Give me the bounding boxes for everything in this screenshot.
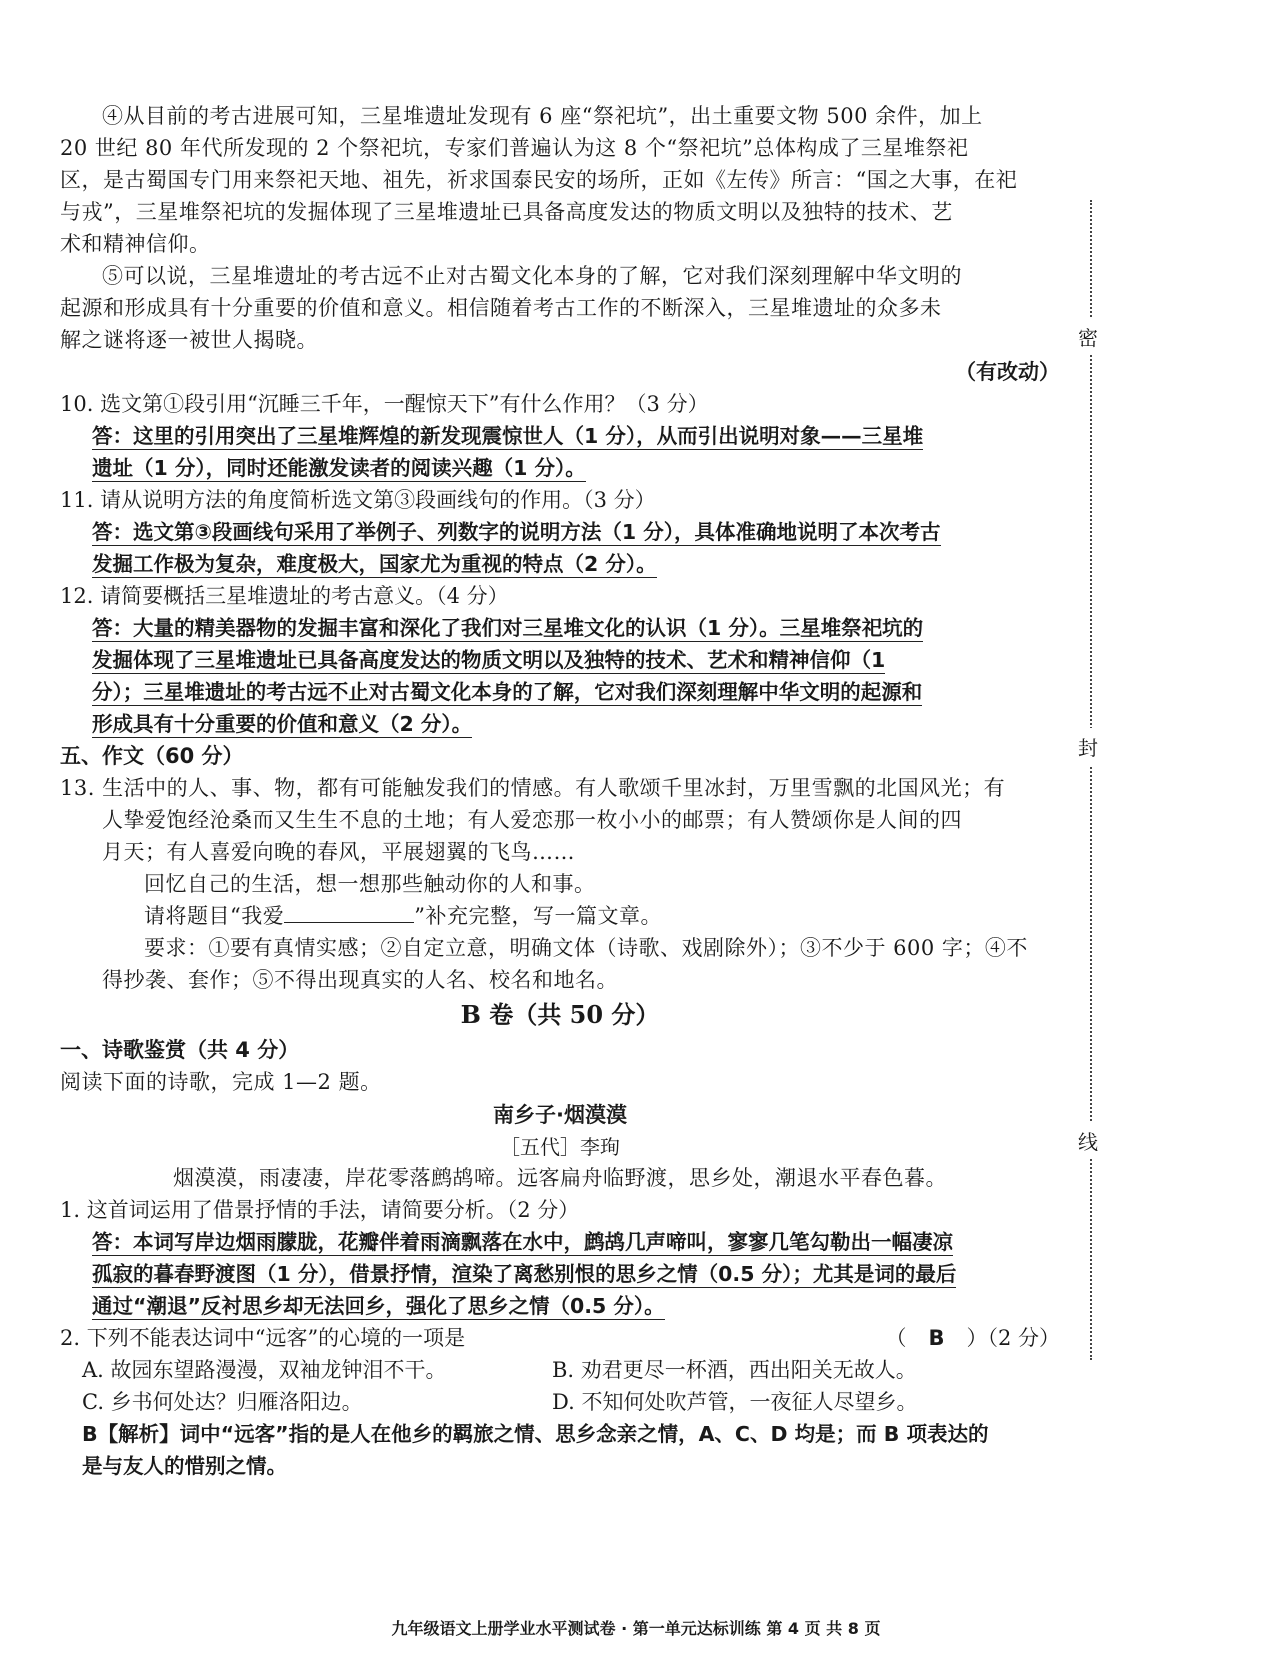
passage-p4-line: ④从目前的考古进展可知，三星堆遗址发现有 6 座“祭祀坑”，出土重要文物 500 余件，加上 bbox=[102, 104, 983, 128]
side-char-mi: 密 bbox=[1078, 318, 1098, 355]
passage-p5-line: 解之谜将逐一被世人揭晓。 bbox=[60, 328, 318, 352]
answer-12-line: 答：大量的精美器物的发掘丰富和深化了我们对三星堆文化的认识（1 分）。三星堆祭祀坑的 bbox=[92, 616, 924, 640]
title-blank bbox=[284, 902, 414, 923]
poetry-intro: 阅读下面的诗歌，完成 1—2 题。 bbox=[60, 1070, 382, 1094]
answer-12-line: 形成具有十分重要的价值和意义（2 分）。 bbox=[92, 712, 473, 736]
answer-12-line: 分）；三星堆遗址的考古远不止对古蜀文化本身的了解，它对我们深刻理解中华文明的起源和 bbox=[92, 680, 923, 704]
passage-p4-line: 20 世纪 80 年代所发现的 2 个祭祀坑，专家们普遍认为这 8 个“祭祀坑”总体构成了三星堆祭祀 bbox=[60, 136, 969, 160]
side-char-xian: 线 bbox=[1078, 1122, 1098, 1159]
option-b: B. 劝君更尽一杯酒，西出阳关无故人。 bbox=[552, 1358, 917, 1382]
passage-p5-line: 起源和形成具有十分重要的价值和意义。相信随着考古工作的不断深入，三星堆遗址的众多未 bbox=[60, 296, 942, 320]
composition-requirement: 要求：①要有真情实感；②自定立意，明确文体（诗歌、戏剧除外）；③不少于 600 字；④不 bbox=[144, 936, 1028, 960]
passage-p5-line: ⑤可以说，三星堆遗址的考古远不止对古蜀文化本身的了解，它对我们深刻理解中华文明的 bbox=[102, 264, 962, 288]
option-d: D. 不知何处吹芦管，一夜征人尽望乡。 bbox=[552, 1390, 918, 1414]
question-12: 12. 请简要概括三星堆遗址的考古意义。（4 分） bbox=[60, 584, 509, 608]
poem-text: 烟漠漠，雨凄凄，岸花零落鹧鸪啼。远客扁舟临野渡，思乡处，潮退水平春色暮。 bbox=[173, 1166, 947, 1190]
option-c: C. 乡书何处达？归雁洛阳边。 bbox=[82, 1390, 363, 1414]
answer-10-line: 遗址（1 分），同时还能激发读者的阅读兴趣（1 分）。 bbox=[92, 456, 586, 480]
analysis-line: 是与友人的惜别之情。 bbox=[82, 1454, 287, 1478]
answer-b1-line: 答：本词写岸边烟雨朦胧，花瓣伴着雨滴飘落在水中，鹧鸪几声啼叫，寥寥几笔勾勒出一幅凄凉 bbox=[92, 1230, 953, 1254]
part-b-title: B 卷（共 50 分） bbox=[460, 1000, 660, 1029]
options-row bbox=[60, 1354, 1060, 1386]
passage-source: （有改动） bbox=[955, 360, 1060, 384]
answer-11-line: 发掘工作极为复杂，难度极大，国家尤为重视的特点（2 分）。 bbox=[92, 552, 657, 576]
passage-p4-line: 与戎”，三星堆祭祀坑的发掘体现了三星堆遗址已具备高度发达的物质文明以及独特的技术、艺 bbox=[60, 200, 953, 224]
analysis-line: B【解析】词中“远客”指的是人在他乡的羁旅之情、思乡念亲之情，A、C、D 均是；而 B 项表达的 bbox=[82, 1422, 989, 1446]
passage-p4-line: 术和精神信仰。 bbox=[60, 232, 211, 256]
answer-11-line: 答：选文第③段画线句采用了举例子、列数字的说明方法（1 分），具体准确地说明了本次考古 bbox=[92, 520, 941, 544]
answer-mark: B bbox=[928, 1326, 945, 1350]
question-13-line: 人挚爱饱经沧桑而又生生不息的土地；有人爱恋那一枚小小的邮票；有人赞颂你是人间的四 bbox=[102, 808, 962, 832]
poem-title: 南乡子·烟漠漠 bbox=[493, 1103, 627, 1127]
answer-10-line: 答：这里的引用突出了三星堆辉煌的新发现震惊世人（1 分），从而引出说明对象——三星堆 bbox=[92, 424, 924, 448]
question-11: 11. 请从说明方法的角度简析选文第③段画线句的作用。（3 分） bbox=[60, 488, 656, 512]
question-10: 10. 选文第①段引用“沉睡三千年，一醒惊天下”有什么作用？（3 分） bbox=[60, 392, 709, 416]
option-a: A. 故园东望路漫漫，双袖龙钟泪不干。 bbox=[82, 1358, 447, 1382]
poem-author: ［五代］李珣 bbox=[500, 1135, 620, 1159]
answer-b1-line: 通过“潮退”反衬思乡却无法回乡，强化了思乡之情（0.5 分）。 bbox=[92, 1294, 665, 1318]
question-13-line: 13. 生活中的人、事、物，都有可能触发我们的情感。有人歌颂千里冰封，万里雪飘的北国风光；有 bbox=[60, 776, 1006, 800]
poetry-section-heading: 一、诗歌鉴赏（共 4 分） bbox=[60, 1038, 300, 1062]
page-footer: 九年级语文上册学业水平测试卷 · 第一单元达标训练 第 4 页 共 8 页 bbox=[391, 1619, 881, 1638]
composition-requirement: 得抄袭、套作；⑤不得出现真实的人名、校名和地名。 bbox=[102, 968, 618, 992]
exam-page bbox=[60, 100, 1060, 1482]
side-char-feng: 封 bbox=[1078, 728, 1098, 765]
passage-p4-line: 区，是古蜀国专门用来祭祀天地、祖先，祈求国泰民安的场所，正如《左传》所言：“国之大事，在祀 bbox=[60, 168, 1018, 192]
answer-12-line: 发掘体现了三星堆遗址已具备高度发达的物质文明以及独特的技术、艺术和精神信仰（1 bbox=[92, 648, 886, 672]
composition-section-heading: 五、作文（60 分） bbox=[60, 744, 244, 768]
question-b1: 1. 这首词运用了借景抒情的手法，请简要分析。（2 分） bbox=[60, 1198, 580, 1222]
composition-recall: 回忆自己的生活，想一想那些触动你的人和事。 bbox=[144, 872, 596, 896]
question-b2: 2. 下列不能表达词中“远客”的心境的一项是 （ B ）（2 分） bbox=[60, 1322, 1060, 1354]
answer-b1-line: 孤寂的暮春野渡图（1 分），借景抒情，渲染了离愁别恨的思乡之情（0.5 分）；尤其是词的最后 bbox=[92, 1262, 957, 1286]
question-13-line: 月天；有人喜爱向晚的春风，平展翅翼的飞鸟…… bbox=[102, 840, 575, 864]
binding-line bbox=[1090, 200, 1092, 1360]
options-row bbox=[60, 1386, 1060, 1418]
composition-title-instruction: 请将题目“我爱 ”补充完整，写一篇文章。 bbox=[144, 904, 662, 928]
